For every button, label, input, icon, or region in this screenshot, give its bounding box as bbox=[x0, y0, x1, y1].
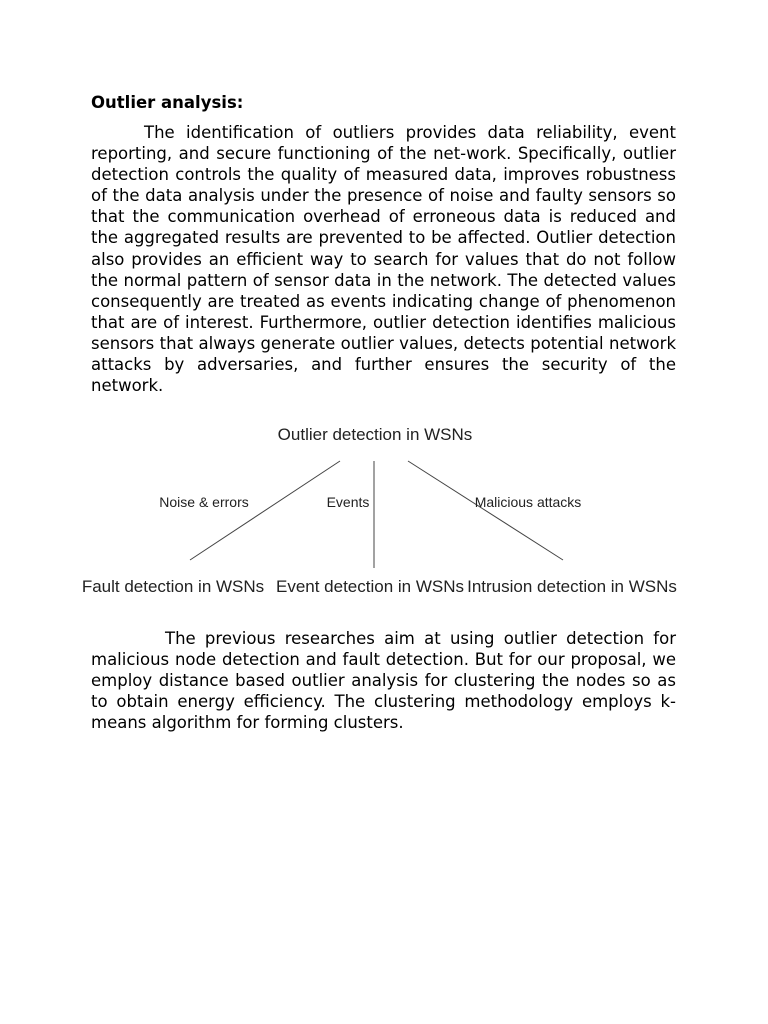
branch-line-intrusion bbox=[408, 461, 563, 560]
outlier-detection-diagram bbox=[80, 418, 690, 608]
section-heading: Outlier analysis: bbox=[91, 93, 244, 112]
leaf-event-detection: Event detection in WSNs bbox=[275, 577, 465, 596]
edge-label-events: Events bbox=[326, 494, 370, 510]
edge-label-noise-errors: Noise & errors bbox=[159, 494, 249, 510]
edge-label-malicious-attacks: Malicious attacks bbox=[474, 494, 582, 510]
leaf-fault-detection: Fault detection in WSNs bbox=[81, 577, 265, 596]
paragraph-proposal: The previous researches aim at using outlier detection for malicious node detection and fault detection. But for our proposal, we employ distance based outlier analysis for clustering the nodes so as to obtain energy efficiency. The clustering methodology employs k-means algorithm for forming clusters. bbox=[91, 629, 676, 733]
diagram-root-label: Outlier detection in WSNs bbox=[277, 425, 473, 444]
paragraph-intro: The identification of outliers provides data reliability, event reporting, and secure functioning of the net-work. Specifically, outlier detection controls the quality of measured data, improves robustness of the data analysis under the presence of noise and faulty sensors so that the communication overhead of erroneous data is reduced and the aggregated results are prevented to be affected. Outlier detection also provides an efficient way to search for values that do not follow the normal pattern of sensor data in the network. The detected values consequently are treated as events indicating change of phenomenon that are of interest. Furthermore, outlier detection identifies malicious sensors that always generate outlier values, detects potential network attacks by adversaries, and further ensures the security of the network. bbox=[91, 123, 676, 396]
leaf-intrusion-detection: Intrusion detection in WSNs bbox=[467, 577, 677, 596]
branch-line-fault bbox=[190, 461, 340, 560]
